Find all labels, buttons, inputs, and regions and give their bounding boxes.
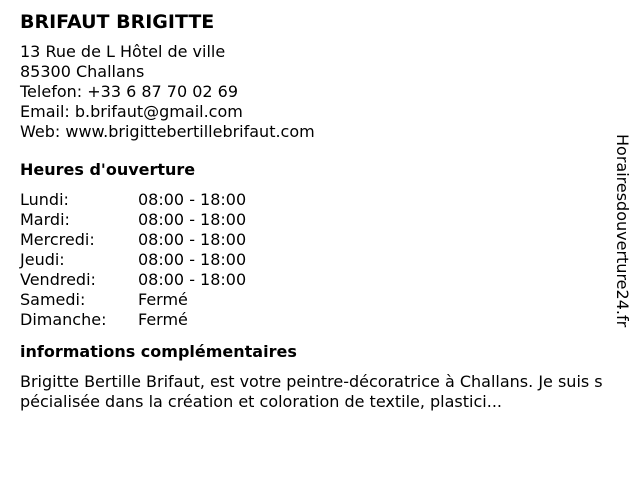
contact-block: [20, 42, 612, 142]
site-watermark: Horairesdouverture24.fr: [613, 134, 632, 328]
hours-row-wednesday: [20, 230, 612, 250]
time-value: 08:00 - 18:00: [138, 210, 247, 229]
time-value: 08:00 - 18:00: [138, 250, 247, 269]
web-line: Web: www.brigittebertillebrifaut.com: [20, 122, 315, 141]
time-value: Fermé: [138, 310, 188, 329]
hours-table: [20, 190, 612, 330]
hours-row-monday: [20, 190, 612, 210]
hours-row-thursday: [20, 250, 612, 270]
day-label: Mardi:: [20, 210, 70, 229]
hours-row-friday: [20, 270, 612, 290]
day-label: Vendredi:: [20, 270, 96, 289]
day-label: Lundi:: [20, 190, 69, 209]
info-title: informations complémentaires: [20, 342, 297, 361]
time-value: 08:00 - 18:00: [138, 270, 247, 289]
address-line-2: 85300 Challans: [20, 62, 145, 81]
hours-title: Heures d'ouverture: [20, 160, 196, 179]
hours-row-sunday: [20, 310, 612, 330]
time-value: 08:00 - 18:00: [138, 230, 247, 249]
day-label: Mercredi:: [20, 230, 95, 249]
time-value: Fermé: [138, 290, 188, 309]
info-description: Brigitte Bertille Brifaut, est votre peintre-décoratrice à Challans. Je suis spécialisée dans la création et coloration de textile, plastici...: [20, 372, 603, 411]
day-label: Dimanche:: [20, 310, 107, 329]
address-line-1: 13 Rue de L Hôtel de ville: [20, 42, 226, 61]
phone-line: Telefon: +33 6 87 70 02 69: [20, 82, 239, 101]
day-label: Samedi:: [20, 290, 86, 309]
day-label: Jeudi:: [20, 250, 65, 269]
hours-row-tuesday: [20, 210, 612, 230]
business-name: BRIFAUT BRIGITTE: [20, 11, 215, 33]
hours-row-saturday: [20, 290, 612, 310]
time-value: 08:00 - 18:00: [138, 190, 247, 209]
business-card: [20, 10, 612, 412]
email-line: Email: b.brifaut@gmail.com: [20, 102, 243, 121]
